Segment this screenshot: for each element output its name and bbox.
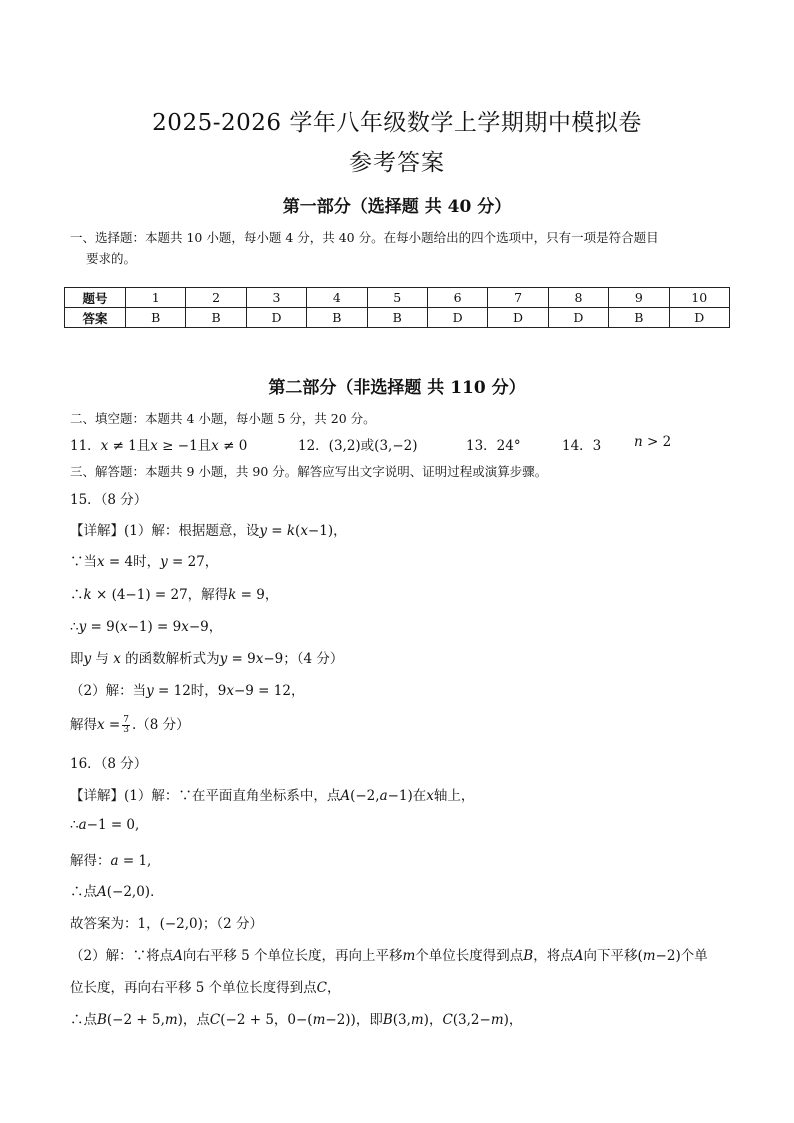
page-subtitle: 参考答案 [349,150,445,176]
answer-cell: D [669,308,729,328]
page-title: 2025-2026 学年八年级数学上学期期中模拟卷 [152,110,642,136]
part2-heading: 第二部分（非选择题 共 110 分） [268,378,526,398]
q16-line: （2）解：∵将点𝐴向右平移 5 个单位长度，再向上平移𝑚个单位长度得到点𝐵，将点𝐴向下平移(𝑚−2)个单 [70,948,708,964]
question-number-header: 题号 [65,288,126,308]
answer-cell: D [548,308,608,328]
answer-cell: B [126,308,186,328]
answer-cell: D [427,308,487,328]
fill-in-heading: 二、填空题：本题共 4 小题，每小题 5 分，共 20 分。 [70,411,376,426]
q15-final-line [70,713,190,735]
question-number-cell: 6 [427,288,487,308]
question-number-cell: 9 [609,288,669,308]
part1-instructions-line2: 要求的。 [86,251,137,266]
q16-line: 故答案为：1，(−2,0)；（2 分） [70,916,264,932]
q16-line: 位长度，再向右平移 5 个单位长度得到点𝐶， [70,980,341,996]
answer-cell: B [186,308,246,328]
answer-header: 答案 [65,308,126,328]
q16-heading: 16．（8 分） [70,756,148,772]
question-number-cell: 2 [186,288,246,308]
q15-fraction [122,716,130,735]
q15-final-prefix: 解得𝑥 = [70,717,121,733]
question-number-cell: 7 [488,288,548,308]
question-number-row [65,288,730,308]
q15-line: ∵当𝑥 = 4时，𝑦 = 27， [70,554,219,570]
q15-line: 【详解】(1）解：根据题意，设𝑦 = 𝑘(𝑥−1)， [70,523,347,539]
q16-line: ∴𝑎−1 = 0, [70,817,140,833]
part1-instructions-line1: 一、选择题：本题共 10 小题，每小题 4 分，共 40 分。在每小题给出的四个选项中，只有一项是符合题目 [70,230,659,245]
answer-row [65,308,730,328]
q15-heading: 15．（8 分） [70,492,148,508]
answer-q12: 12．(3,2)或(3,−2) [298,438,418,454]
question-number-cell: 4 [307,288,367,308]
answer-cell: B [609,308,669,328]
answer-cell: B [307,308,367,328]
answer-cell: D [246,308,306,328]
solve-heading: 三、解答题：本题共 9 小题，共 90 分。解答应写出文字说明、证明过程或演算步骤。 [70,464,548,479]
question-number-cell: 5 [367,288,427,308]
answer-q11: 11．𝑥 ≠ 1且𝑥 ≥ −1且𝑥 ≠ 0 [70,438,248,454]
answer-cell: B [367,308,427,328]
answer-q14-condition: 𝑛 > 2 [634,434,672,450]
q16-line: ∴点𝐴(−2,0)． [70,884,164,900]
question-number-cell: 10 [669,288,729,308]
answer-table [64,287,730,328]
question-number-cell: 8 [548,288,608,308]
q16-line: 解得：𝑎 = 1, [70,853,152,869]
q15-line: ∴𝑦 = 9(𝑥−1) = 9𝑥−9， [70,619,223,635]
answer-cell: D [488,308,548,328]
q16-line: ∴点𝐵(−2 + 5,𝑚)，点𝐶(−2 + 5，0−(𝑚−2))，即𝐵(3,𝑚)，𝐶(3,2−𝑚)， [70,1012,523,1028]
part1-heading: 第一部分（选择题 共 40 分） [282,197,512,217]
q15-fraction-numerator: 7 [123,715,129,725]
q15-fraction-denominator: 3 [123,725,129,735]
answer-q13: 13．24° [466,438,521,454]
answer-q14: 14．3 [562,438,602,454]
question-number-cell: 3 [246,288,306,308]
q15-line: （2）解：当𝑦 = 12时，9𝑥−9 = 12， [70,683,305,699]
q15-final-suffix: .（8 分） [131,717,190,733]
q16-line: 【详解】(1）解：∵在平面直角坐标系中，点𝐴(−2,𝑎−1)在𝑥轴上， [70,788,475,804]
q15-line: ∴𝑘 × (4−1) = 27，解得𝑘 = 9， [70,587,279,603]
q15-line: 即𝑦 与 𝑥 的函数解析式为𝑦 = 9𝑥−9；（4 分） [70,651,344,667]
question-number-cell: 1 [126,288,186,308]
